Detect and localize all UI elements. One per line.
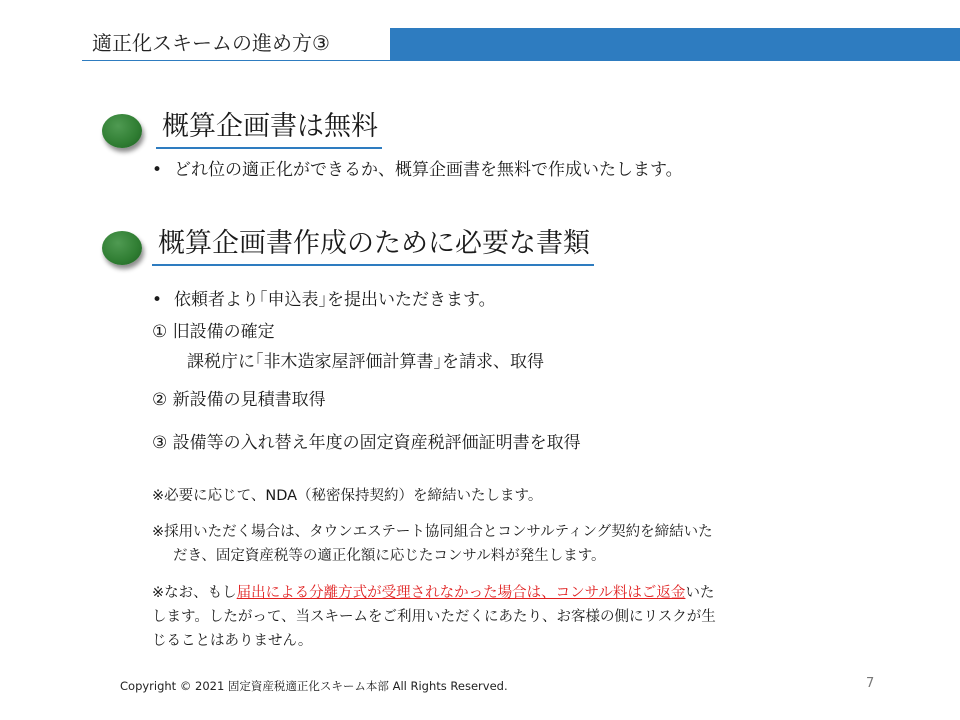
section1-text-content: どれ位の適正化ができるか、概算企画書を無料で作成いたします。 xyxy=(174,160,683,180)
section2-heading: 概算企画書作成のために必要な書類 xyxy=(152,227,594,266)
item1: ① 旧設備の確定 xyxy=(152,322,275,342)
item1-sub: 課税庁に｢非木造家屋評価計算書｣を請求、取得 xyxy=(187,352,544,372)
note-nda: ※必要に応じて、NDA（秘密保持契約）を締結いたします。 xyxy=(152,488,543,504)
note-adopt-line2: だき、固定資産税等の適正化額に応じたコンサル料が発生します。 xyxy=(173,548,606,564)
note-refund-line3: じることはありません。 xyxy=(152,633,313,649)
section1-bullet-icon xyxy=(102,114,142,148)
slide-title: 適正化スキームの進め方③ xyxy=(92,31,330,55)
header-accent-bar xyxy=(390,28,960,61)
refund-prefix: ※なお、もし xyxy=(152,585,237,601)
bullet-icon: • xyxy=(152,290,163,310)
title-underline xyxy=(82,60,390,61)
section1-text xyxy=(152,158,683,182)
section2-intro xyxy=(152,288,496,312)
refund-suffix: いた xyxy=(685,585,715,601)
section1-heading: 概算企画書は無料 xyxy=(156,110,382,149)
section2-intro-content: 依頼者より｢申込表｣を提出いただきます。 xyxy=(174,290,496,310)
bullet-icon: • xyxy=(152,160,163,180)
note-adopt-line1: ※採用いただく場合は、タウンエステート協同組合とコンサルティング契約を締結いた xyxy=(152,524,713,540)
note-refund-line1 xyxy=(152,582,714,604)
item3: ③ 設備等の入れ替え年度の固定資産税評価証明書を取得 xyxy=(152,433,581,453)
refund-highlight: 届出による分離方式が受理されなかった場合は、コンサル料はご返金 xyxy=(236,585,686,601)
section2-bullet-icon xyxy=(102,231,142,265)
page-number: 7 xyxy=(866,676,875,691)
item2: ② 新設備の見積書取得 xyxy=(152,390,326,410)
copyright-footer: Copyright © 2021 固定資産税適正化スキーム本部 All Rights Reserved. xyxy=(120,679,508,693)
note-refund-line2: します。したがって、当スキームをご利用いただくにあたり、お客様の側にリスクが生 xyxy=(152,609,716,625)
